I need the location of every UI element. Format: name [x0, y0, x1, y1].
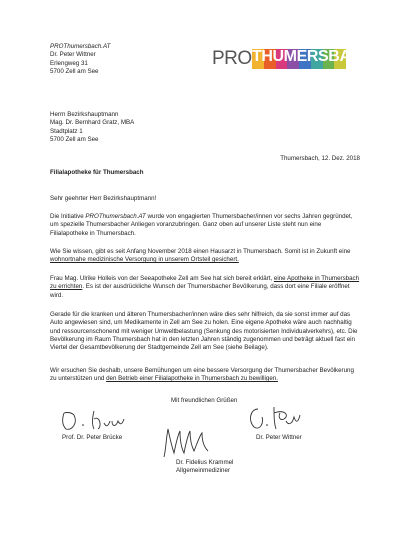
sender-street: Erlengweg 31	[50, 59, 88, 67]
closing-greeting: Mit freundlichen Grüßen	[171, 397, 238, 404]
paragraph-1	[50, 213, 360, 238]
sender-city: 5700 Zell am See	[50, 67, 99, 75]
p2-text-a: Wie Sie wissen, gibt es seit Anfang November 2018 einen Hausarzt in Thumersbach. Somit ist in Zukunft eine	[50, 248, 351, 255]
p5-text-a: Wir ersuchen Sie deshalb, unsere Bemühungen um eine bessere Versorgung der Thumersbacher Bevölkerung zu unterstützen und	[50, 367, 354, 383]
logo-suffix: AT	[372, 48, 392, 65]
logo-word-text: THUMERSBACH	[252, 48, 373, 65]
p1-emphasis: PROThumersbach.AT	[85, 213, 146, 220]
letter-subject: Filialapotheke für Thumersbach	[50, 169, 144, 176]
signatory-center	[176, 459, 233, 476]
signatory-center-name: Dr. Fidelius Krammel	[176, 459, 234, 466]
paragraph-5	[50, 367, 360, 384]
recipient-block	[50, 111, 134, 144]
p4-text: Gerade für die kranken und älteren Thumersbacher/innen wäre dies sehr hilfreich, da sie sonst immer auf das Auto angewiesen sind, um Medikamente in Zell am See zu holen. Eine eigene Apotheke wäre auch nachhaltig und ressourcenschonend mit weniger Umweltbelastung (Senkung des motorisierten Individualverkehrs), etc. Die Bevölkerung im Raum Thumersbach hat in den letzten Jahren ständig zugenommen und beträgt aktuell fast ein Viertel der Gesamtbevölkerung der Stadtgemeinde Zell am See (siehe Beilage).	[50, 311, 358, 352]
p3-text-b: . Es ist der ausdrückliche Wunsch der Thumersbacher Bevölkerung, dass dort eine Filiale eröffnet wird.	[50, 283, 350, 299]
p5-underlined: den Betrieb einer Filialapotheke in Thumersbach zu bewilligen.	[106, 375, 278, 383]
recipient-line3: Stadtplatz 1	[50, 127, 83, 135]
sender-web: PROThumersbach.AT	[50, 43, 111, 50]
logo-word	[252, 48, 392, 66]
pro-thumersbach-logo	[212, 36, 392, 82]
signatory-center-title: Allgemeinmediziner	[176, 467, 230, 475]
letter-date: Thumersbach, 12. Dez. 2018	[280, 155, 360, 162]
signatory-left: Prof. Dr. Peter Brücke	[62, 434, 123, 441]
p3-text-a: Frau Mag. Ulrike Holleis von der Seeapotheke Zell am See hat sich bereit erklärt,	[50, 275, 274, 282]
recipient-line2: Mag. Dr. Bernhard Gratz, MBA	[50, 119, 135, 127]
paragraph-3	[50, 275, 360, 300]
paragraph-4	[50, 311, 360, 352]
logo-prefix: PRO	[212, 48, 252, 69]
salutation: Sehr geehrter Herr Bezirkshauptmann!	[50, 195, 157, 202]
sender-block	[50, 43, 110, 76]
p1-text-a: Die Initiative	[50, 213, 86, 220]
signature-left-scribble	[58, 405, 128, 435]
recipient-line4: 5700 Zell am See	[50, 135, 99, 143]
p1-text-b: wurde von engagierten Thumersbacher/innen vor sechs Jahren gegründet, um spezielle Thumersbacher Anliegen voranzubringen. Ganz oben auf unserer Liste steht nun eine Filialapotheke in Thumersbach.	[50, 213, 353, 237]
signature-right-scribble	[244, 403, 304, 433]
recipient-line1: Herrn Bezirkshauptmann	[50, 111, 119, 118]
sender-name: Dr. Peter Wittner	[50, 51, 96, 59]
signatory-right: Dr. Peter Wittner	[256, 434, 302, 441]
signature-center-scribble	[160, 425, 220, 459]
p3-underlined: eine Apotheke in Thumersbach zu errichten	[50, 275, 360, 291]
paragraph-2	[50, 248, 360, 265]
p2-underlined: wohnortnahe medizinische Versorgung in unserem Ortsteil gesichert.	[50, 256, 239, 264]
